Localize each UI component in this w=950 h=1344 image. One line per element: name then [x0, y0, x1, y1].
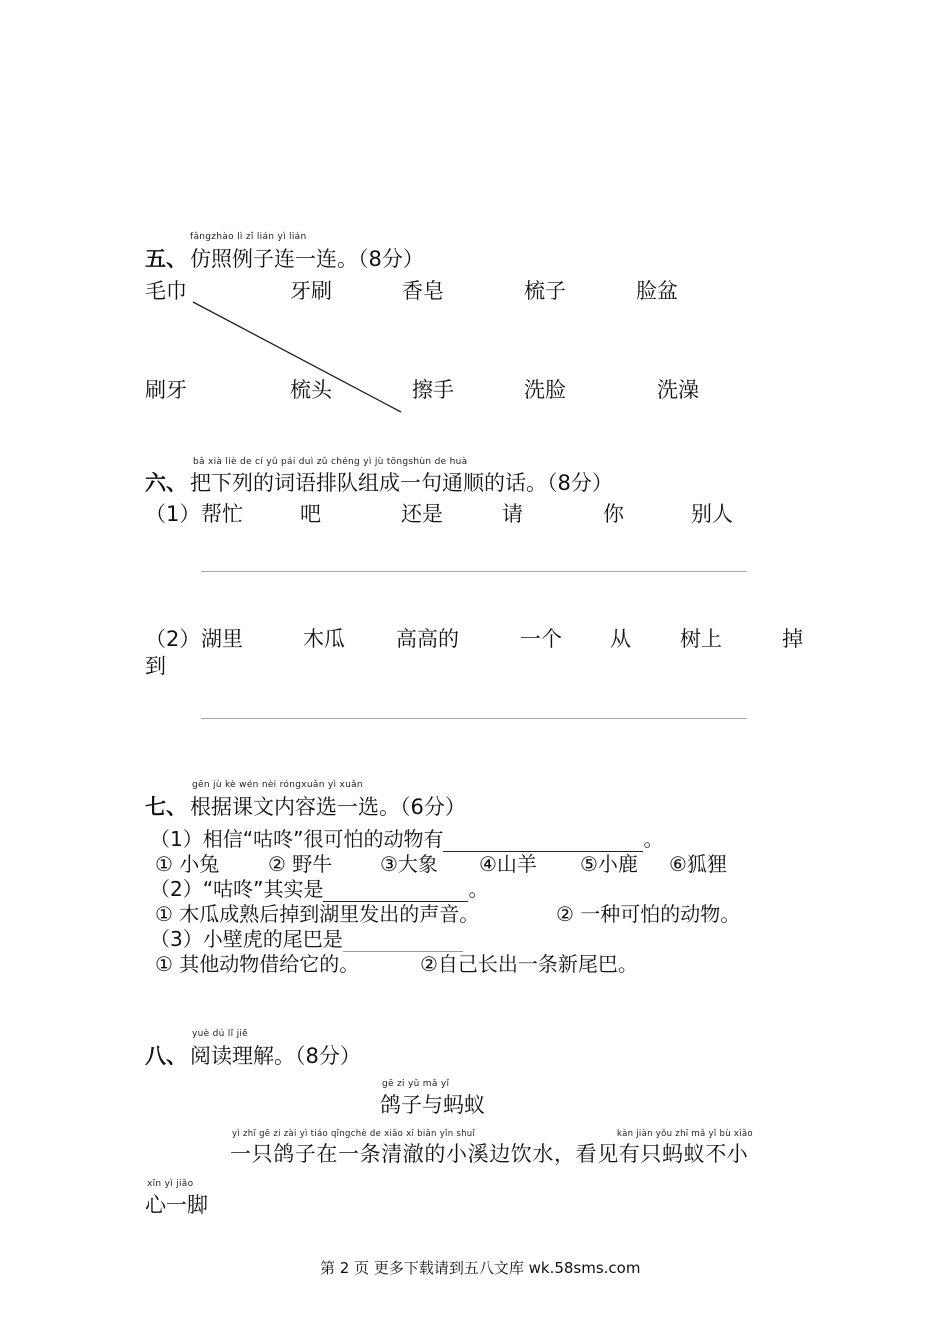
page-footer: 第 2 页 更多下载请到五八文库 wk.58sms.com	[320, 1259, 641, 1277]
section-7-title: 根据课文内容选一选。（6分）	[190, 795, 466, 819]
story-title: 鸽子与蚂蚁	[380, 1093, 485, 1117]
question-2: （2）“咕咚”其实是 。	[150, 877, 489, 901]
s6-pinyin: bǎ xià liè de cí yǔ pái duì zǔ chéng yì jù tōngshùn de huà	[193, 457, 468, 467]
word: 掉	[782, 627, 803, 651]
word: 帮忙	[201, 502, 243, 526]
match-top-word: 毛巾	[145, 279, 187, 303]
match-bottom-word: 擦手	[412, 378, 454, 402]
option: ② 一种可怕的动物。	[556, 902, 741, 926]
match-top-word: 脸盆	[636, 279, 678, 303]
answer-line[interactable]	[201, 571, 747, 572]
section-8-number: 八、	[145, 1044, 187, 1068]
q1-label: （1）	[145, 502, 201, 526]
s8-pinyin: yuè dú lǐ jiě	[192, 1029, 249, 1039]
match-top-word: 梳子	[524, 279, 566, 303]
word: 一个	[520, 627, 562, 651]
word: 别人	[691, 502, 733, 526]
question-1: （1）相信“咕咚”很可怕的动物有 。	[150, 827, 664, 851]
option: ③大象	[380, 852, 438, 876]
word: 树上	[680, 627, 722, 651]
line2-pinyin: xīn yì jiǎo	[147, 1179, 194, 1189]
word: 高高的	[396, 627, 459, 651]
line1-pinyin: yì zhī gē zi zài yì tiáo qīngchè de xiǎo xī biān yǐn shuǐ	[232, 1129, 476, 1139]
option: ① 其他动物借给它的。	[155, 952, 360, 976]
match-top-word: 香皂	[402, 279, 444, 303]
word: 吧	[300, 502, 321, 526]
option: ⑤小鹿	[580, 852, 638, 876]
question-3: （3）小壁虎的尾巴是	[150, 923, 463, 952]
word: 请	[502, 502, 523, 526]
option: ②自己长出一条新尾巴。	[420, 952, 638, 976]
option: ② 野牛	[268, 852, 333, 876]
word: 从	[610, 627, 631, 651]
match-bottom-word: 刷牙	[145, 378, 187, 402]
option: ① 小兔	[155, 852, 220, 876]
word: 还是	[401, 502, 443, 526]
word: 你	[603, 502, 624, 526]
section-6-title: 把下列的词语排队组成一句通顺的话。（8分）	[190, 471, 613, 495]
answer-line[interactable]	[201, 718, 747, 719]
section-8-title: 阅读理解。（8分）	[190, 1044, 361, 1068]
option: ④山羊	[479, 852, 537, 876]
match-bottom-word: 洗澡	[657, 378, 699, 402]
option: ⑥狐狸	[669, 852, 727, 876]
match-top-word: 牙刷	[290, 279, 332, 303]
section-7-number: 七、	[145, 795, 187, 819]
word: 木瓜	[303, 627, 345, 651]
story-title-pinyin: gē zi yǔ mǎ yǐ	[382, 1079, 450, 1089]
line1-pinyin: kàn jiàn yǒu zhī mǎ yǐ bù xiǎo	[617, 1129, 753, 1139]
s7-pinyin: gēn jù kè wén nèi róngxuǎn yì xuǎn	[192, 780, 363, 790]
section-5-title: 仿照例子连一连。（8分）	[190, 247, 424, 271]
section-5-number: 五、	[145, 247, 187, 271]
option: ① 木瓜成熟后掉到湖里发出的声音。	[155, 902, 480, 926]
q2-label: （2）	[145, 627, 201, 651]
word: 到	[145, 654, 166, 678]
section-6-number: 六、	[145, 471, 187, 495]
s5-pinyin: fǎngzhào lì zǐ lián yì lián	[190, 232, 307, 242]
match-bottom-word: 梳头	[290, 378, 332, 402]
word: 湖里	[201, 627, 243, 651]
match-bottom-word: 洗脸	[524, 378, 566, 402]
story-line-1: 一只鸽子在一条清澈的小溪边饮水，看见有只蚂蚁不小	[230, 1142, 749, 1166]
story-line-2: 心一脚	[145, 1193, 208, 1217]
